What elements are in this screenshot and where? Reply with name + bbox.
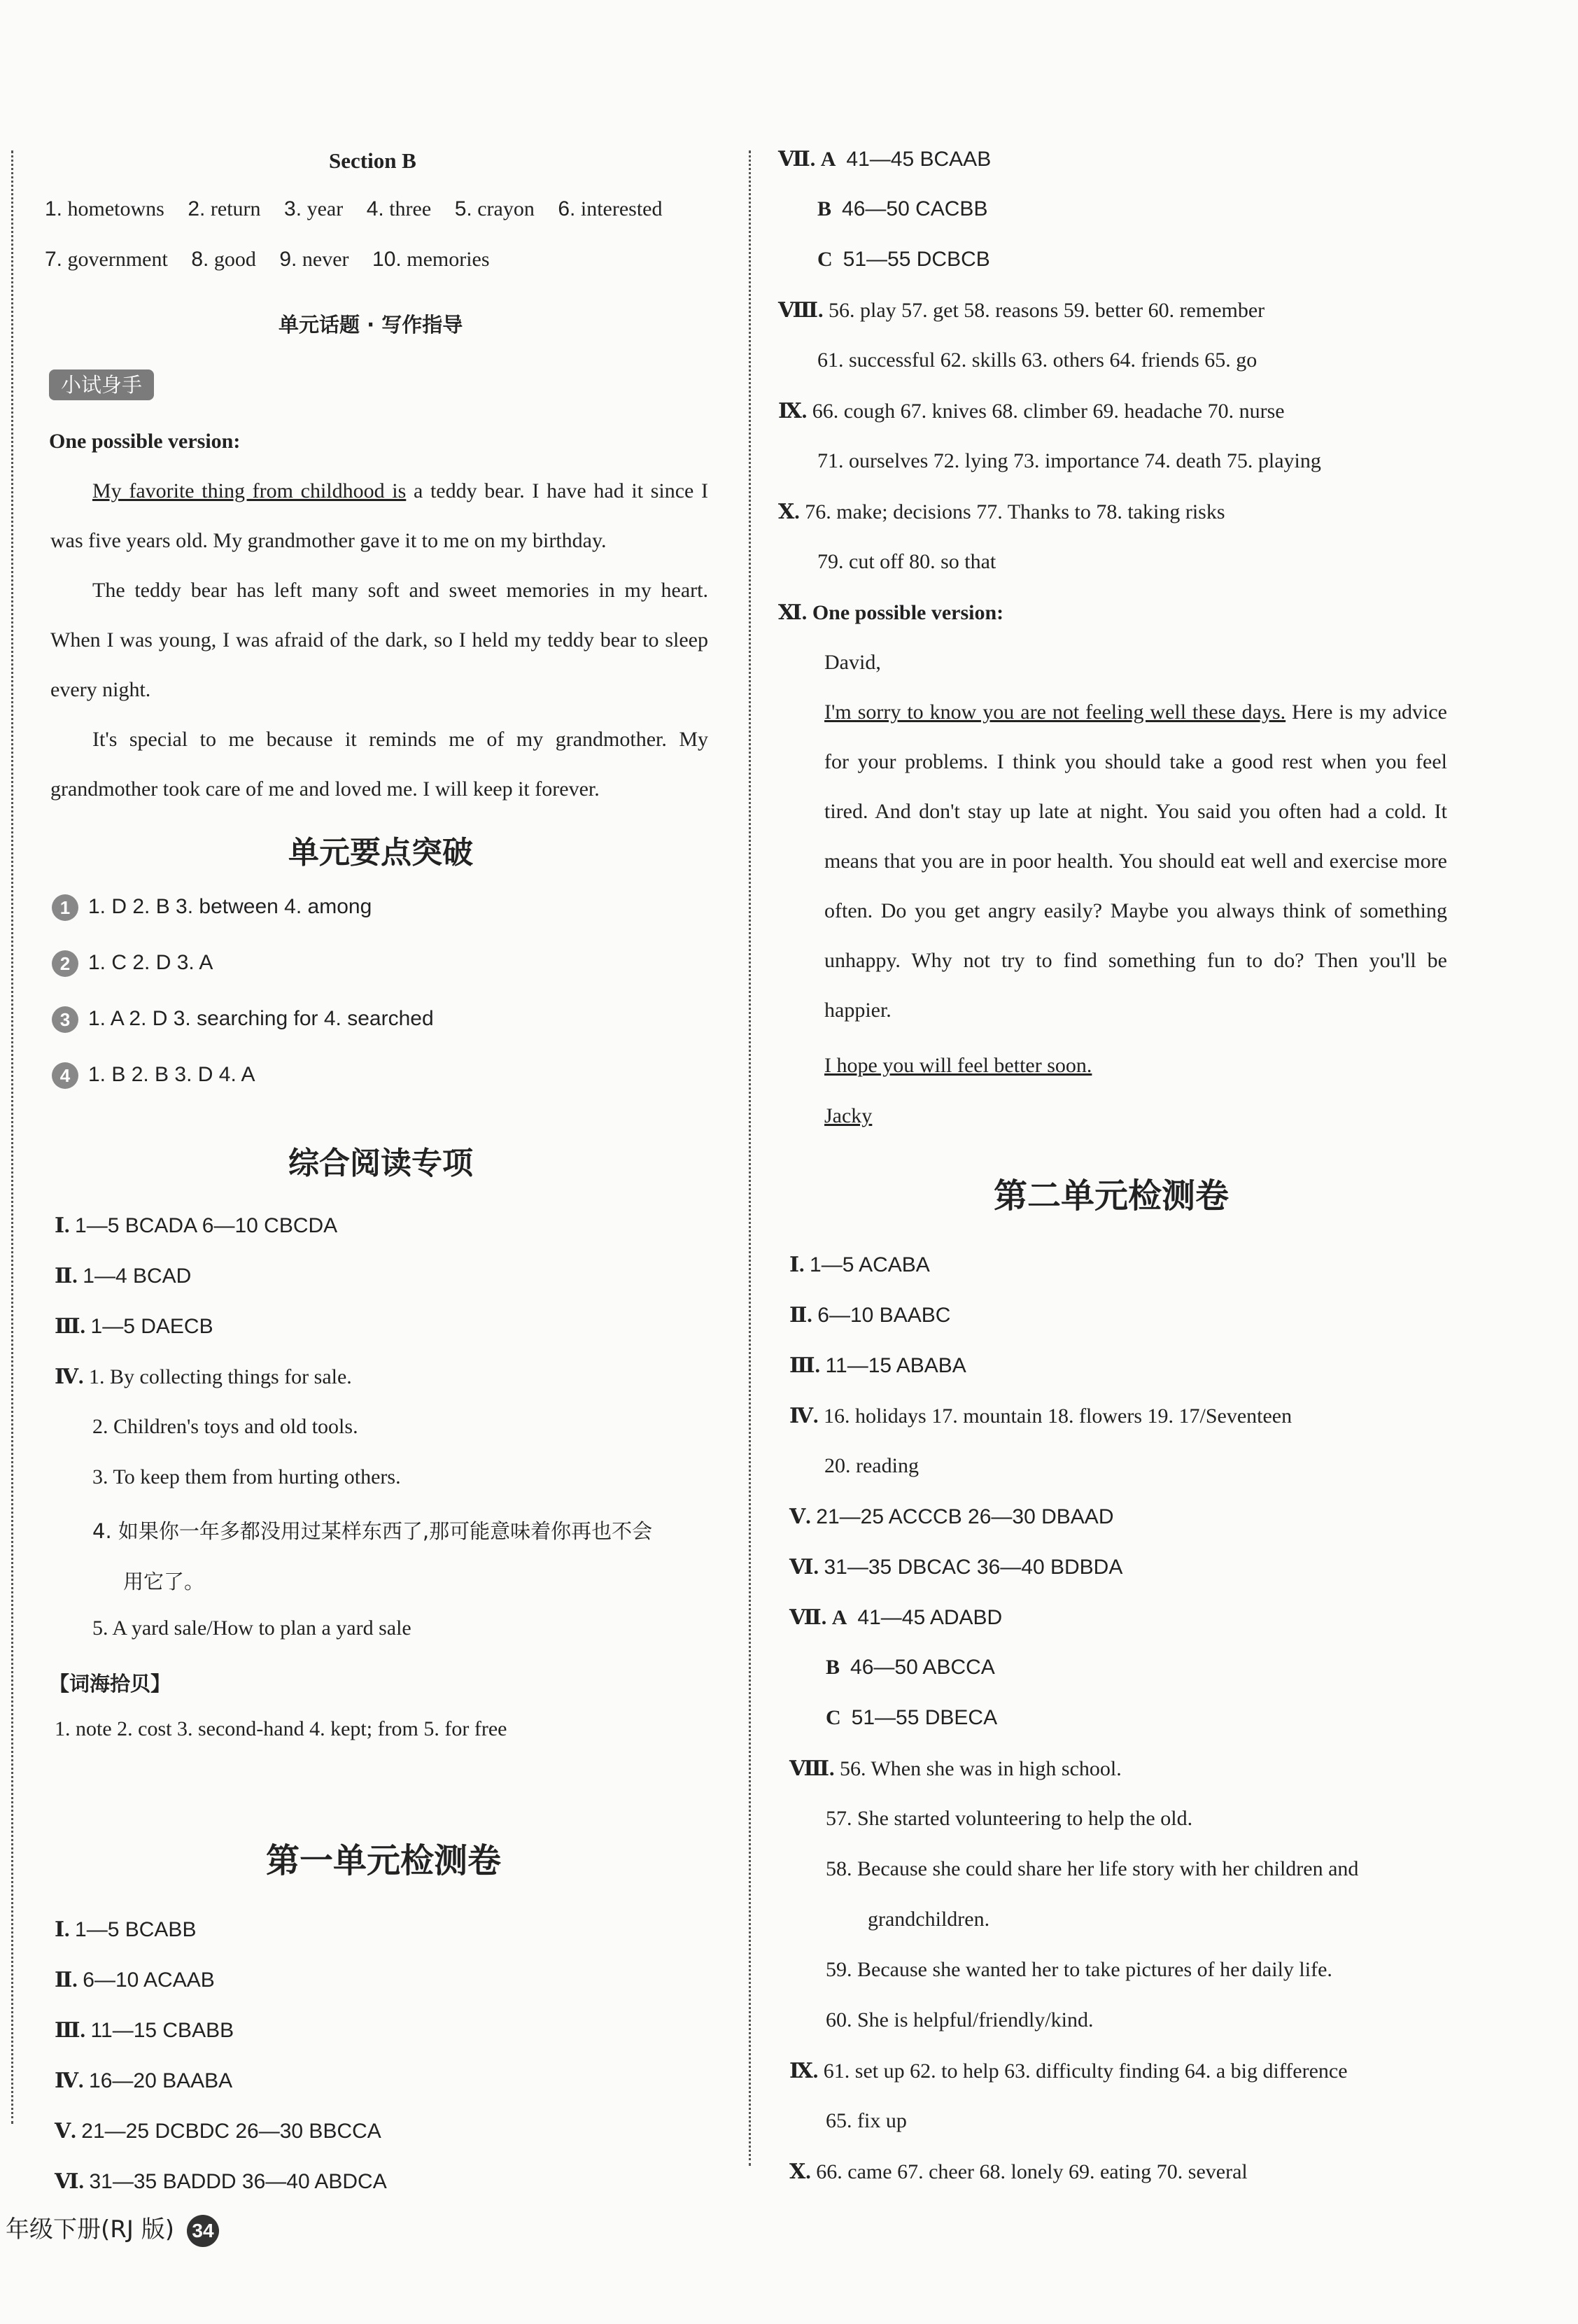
unit2-row-2: Ⅱ. 6—10 BAABC — [789, 1304, 951, 1327]
key-point-4: 4 1. B 2. B 3. D 4. A — [52, 1062, 255, 1089]
number-badge: 2 — [52, 950, 78, 977]
xi-row: Ⅺ. One possible version: — [778, 601, 1004, 624]
number-badge: 4 — [52, 1062, 78, 1089]
viii-row-1: Ⅷ. 56. play 57. get 58. reasons 59. better 60. remember — [778, 299, 1265, 322]
viii-row-2: 61. successful 62. skills 63. others 64. friends 65. go — [817, 348, 1258, 372]
left-margin-rule — [11, 150, 13, 2124]
unit2-row-1: Ⅰ. 1—5 ACABA — [789, 1253, 930, 1276]
unit2-row-4: Ⅳ. 16. holidays 17. mountain 18. flowers 19. 17/Seventeen — [789, 1404, 1292, 1428]
key-point-3: 3 1. A 2. D 3. searching for 4. searched — [52, 1006, 434, 1033]
try-it-tag: 小试身手 — [49, 369, 154, 400]
unit1-row-3: Ⅲ. 11—15 CBABB — [55, 2019, 234, 2042]
x-row-1: Ⅹ. 76. make; decisions 77. Thanks to 78. taking risks — [778, 500, 1225, 523]
reading-iv-2: 2. Children's toys and old tools. — [92, 1415, 358, 1438]
reading-row-4: Ⅳ. 1. By collecting things for sale. — [55, 1365, 352, 1388]
unit2-ix-row-1: Ⅸ. 61. set up 62. to help 63. difficulty finding 64. a big difference — [789, 2059, 1348, 2083]
letter-greeting: David, — [824, 651, 881, 674]
vii-row-a: Ⅶ. A 41—45 BCAAB — [778, 148, 992, 171]
unit2-x-row: Ⅹ. 66. came 67. cheer 68. lonely 69. eating 70. several — [789, 2160, 1248, 2183]
unit1-row-6: Ⅵ. 31—35 BADDD 36—40 ABDCA — [55, 2170, 387, 2193]
unit2-viii-60: 60. She is helpful/friendly/kind. — [826, 2008, 1094, 2031]
reading-row-2: Ⅱ. 1—4 BCAD — [55, 1265, 192, 1288]
unit2-vii-b: B 46—50 ABCCA — [826, 1656, 995, 1679]
key-points-title: 单元要点突破 — [288, 835, 473, 871]
unit2-title: 第二单元检测卷 — [994, 1176, 1230, 1216]
reading-row-1: Ⅰ. 1—5 BCADA 6—10 CBCDA — [55, 1214, 338, 1237]
vii-row-b: B 46—50 CACBB — [817, 197, 988, 220]
unit2-vii-a: Ⅶ. A 41—45 ADABD — [789, 1606, 1003, 1629]
x-row-2: 79. cut off 80. so that — [817, 550, 996, 573]
ix-row-1: Ⅸ. 66. cough 67. knives 68. climber 69. headache 70. nurse — [778, 400, 1285, 423]
column-divider — [749, 150, 751, 2166]
vocab-line: 1. note 2. cost 3. second-hand 4. kept; from 5. for free — [55, 1717, 507, 1740]
page-footer — [6, 2210, 219, 2247]
unit2-row-3: Ⅲ. 11—15 ABABA — [789, 1354, 966, 1377]
letter-closing: I hope you will feel better soon. — [824, 1054, 1092, 1077]
section-b-title: Section B — [329, 148, 416, 173]
vocab-title: 【词海拾贝】 — [49, 1672, 171, 1696]
unit1-row-1: Ⅰ. 1—5 BCABB — [55, 1918, 197, 1941]
writing-guide-title: 单元话题 · 写作指导 — [279, 313, 463, 337]
reading-iv-4: 4. 如果你一年多都没用过某样东西了,那可能意味着你再也不会 — [92, 1519, 653, 1543]
reading-row-3: Ⅲ. 1—5 DAECB — [55, 1315, 213, 1338]
reading-iv-3: 3. To keep them from hurting others. — [92, 1465, 401, 1488]
unit2-ix-row-2: 65. fix up — [826, 2109, 907, 2132]
section-b-line-1: 1. hometowns 2. return 3. year 4. three 5. crayon 6. interested — [45, 197, 663, 220]
version-label: One possible version: — [49, 430, 241, 453]
unit1-row-4: Ⅳ. 16—20 BAABA — [55, 2069, 233, 2092]
ix-row-2: 71. ourselves 72. lying 73. importance 74. death 75. playing — [817, 449, 1321, 472]
key-point-1: 1 1. D 2. B 3. between 4. among — [52, 894, 372, 921]
section-b-line-2: 7. government 8. good 9. never 10. memories — [45, 248, 490, 271]
unit2-viii-56: Ⅷ. 56. When she was in high school. — [789, 1757, 1122, 1780]
reading-iv-4-cont: 用它了。 — [123, 1570, 205, 1593]
unit2-viii-58: 58. Because she could share her life story with her children and — [826, 1857, 1359, 1880]
unit1-row-2: Ⅱ. 6—10 ACAAB — [55, 1969, 215, 1992]
unit2-vii-c: C 51—55 DBECA — [826, 1706, 998, 1729]
number-badge: 3 — [52, 1006, 78, 1033]
unit2-row-6: Ⅴ. 21—25 ACCCB 26—30 DBAAD — [789, 1505, 1114, 1528]
unit1-row-5: Ⅴ. 21—25 DCBDC 26—30 BBCCA — [55, 2120, 381, 2143]
unit2-row-7: Ⅵ. 31—35 DBCAC 36—40 BDBDA — [789, 1556, 1123, 1579]
letter-signature: Jacky — [824, 1104, 873, 1127]
vii-row-c: C 51—55 DCBCB — [817, 248, 990, 271]
unit1-title: 第一单元检测卷 — [266, 1841, 502, 1880]
essay-paragraph-1: My favorite thing from childhood is a teddy bear. I have had it since I was five years old. My grandmother gave it to me on my birthday. — [50, 479, 709, 552]
number-badge: 1 — [52, 894, 78, 921]
page-number-badge: 34 — [187, 2215, 219, 2247]
unit2-viii-58-cont: grandchildren. — [868, 1908, 990, 1931]
key-point-2: 2 1. C 2. D 3. A — [52, 950, 213, 977]
reading-title: 综合阅读专项 — [288, 1146, 473, 1181]
essay-paragraph-3: It's special to me because it reminds me of my grandmother. My grandmother took care of me and loved me. I will keep it forever. — [50, 728, 708, 801]
unit2-viii-57: 57. She started volunteering to help the old. — [826, 1807, 1193, 1830]
letter-body: I'm sorry to know you are not feeling well these days. Here is my advice for your problems. I think you should take a good rest when you feel tired. And don't stay up late at night. You said you often had a cold. It means that you are in poor health. You should eat well and exercise more often. Do you get angry easily? Maybe you always think of something unhappy. Why not try to find something fun to do? Then you'll be happier. — [824, 700, 1447, 1022]
footer-grade-text: 年级下册(RJ 版) — [6, 2216, 174, 2244]
unit2-viii-59: 59. Because she wanted her to take pictures of her daily life. — [826, 1958, 1332, 1981]
reading-iv-5: 5. A yard sale/How to plan a yard sale — [92, 1617, 411, 1640]
essay-paragraph-2: The teddy bear has left many soft and sweet memories in my heart. When I was young, I was afraid of the dark, so I held my teddy bear to sleep every night. — [50, 579, 708, 701]
unit2-row-5: 20. reading — [824, 1454, 919, 1477]
